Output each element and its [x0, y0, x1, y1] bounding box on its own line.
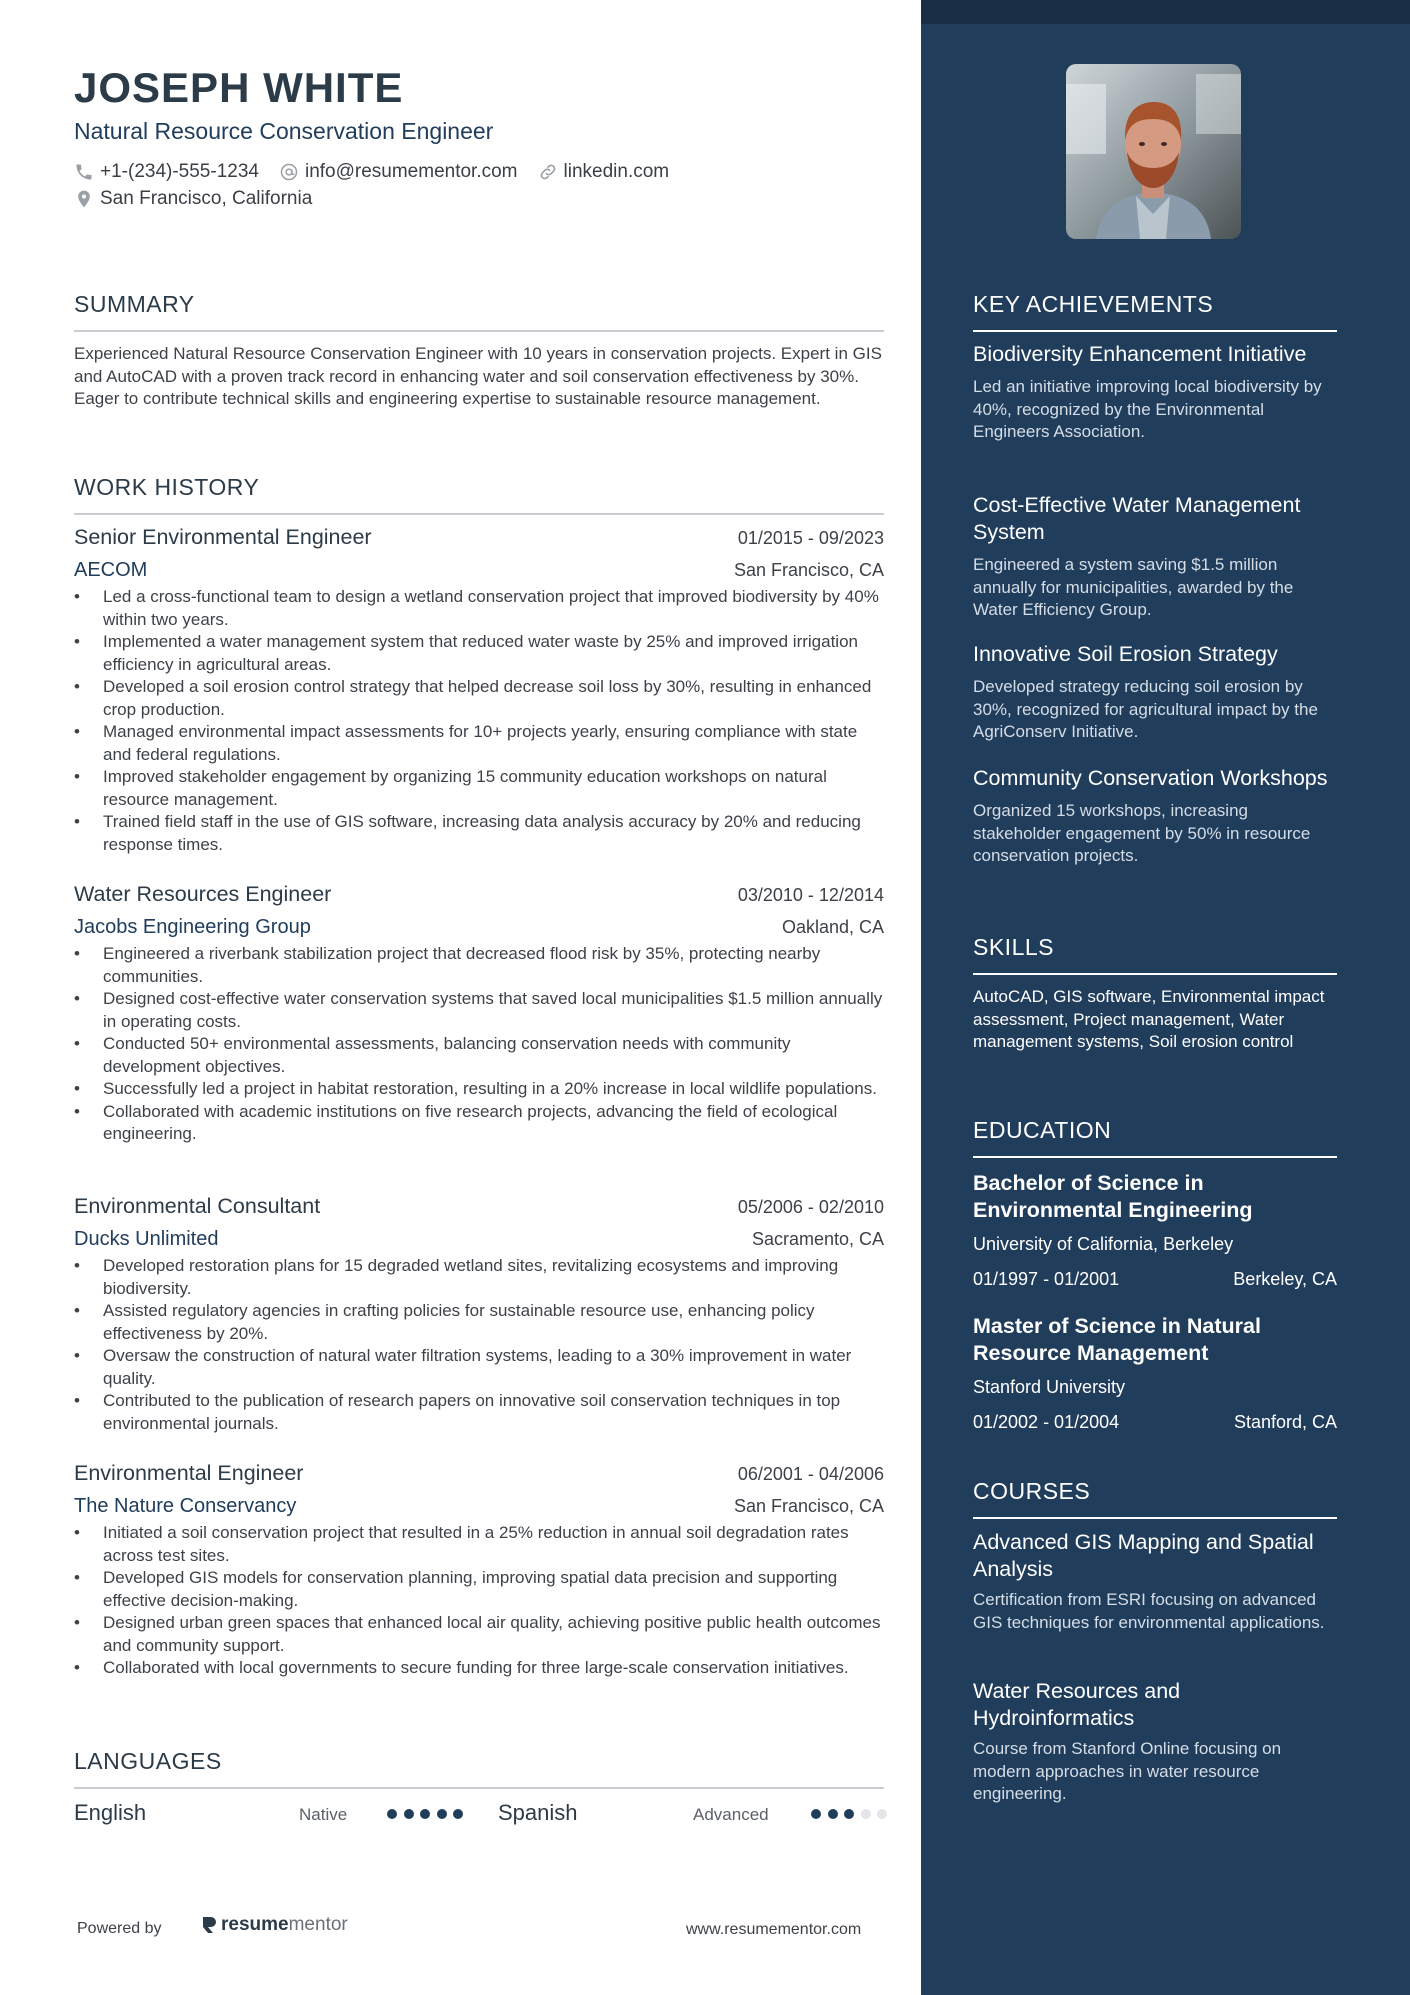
bullet-item: • Collaborated with local governments to secure funding for three large-scale conservation initiatives. [74, 1657, 884, 1680]
bullet-item: • Trained field staff in the use of GIS software, increasing data analysis accuracy by 20% and reducing response times. [74, 811, 884, 856]
language-level: Advanced [693, 1805, 769, 1824]
bullet-item: • Oversaw the construction of natural water filtration systems, leading to a 30% improvement in water quality. [74, 1345, 884, 1390]
bullet-item: • Conducted 50+ environmental assessments, balancing conservation needs with community development objectives. [74, 1033, 884, 1078]
education-location: Berkeley, CA [1233, 1269, 1337, 1289]
at-sign-icon [279, 162, 299, 182]
rating-dot-filled [404, 1809, 414, 1819]
job-company: The Nature Conservancy [74, 1495, 297, 1517]
language-item [74, 1800, 146, 1826]
course-desc: Certification from ESRI focusing on advanced GIS techniques for environmental applications. [973, 1590, 1325, 1632]
contact-location [74, 188, 312, 210]
course-desc: Course from Stanford Online focusing on modern approaches in water resource engineering. [973, 1739, 1282, 1803]
bullet-item: • Developed GIS models for conservation planning, improving spatial data precision and supporting effective decision-making. [74, 1567, 884, 1612]
skills-heading: SKILLS [973, 934, 1337, 975]
job-dates: 03/2010 - 12/2014 [737, 885, 884, 905]
phone-text: +1-(234)-555-1234 [100, 161, 259, 182]
logo-text-bold: resume [221, 1914, 289, 1935]
achievement-desc: Developed strategy reducing soil erosion by 30%, recognized for agricultural impact by the AgriConserv Initiative. [973, 677, 1318, 741]
education-dates: 01/2002 - 01/2004 [973, 1412, 1120, 1432]
rating-dot-empty [877, 1809, 887, 1819]
course-title: Advanced GIS Mapping and Spatial Analysis [973, 1530, 1314, 1581]
achievement-item [973, 641, 1337, 744]
job-role: Environmental Engineer [74, 1461, 304, 1485]
achievement-desc: Led an initiative improving local biodiversity by 40%, recognized by the Environmental Engineers Association. [973, 377, 1322, 441]
bullet-item: • Managed environmental impact assessments for 10+ projects yearly, ensuring compliance with state and federal regulations. [74, 721, 884, 766]
job-location: Oakland, CA [781, 917, 884, 937]
profile-photo [1066, 64, 1241, 239]
language-item [498, 1800, 578, 1826]
sidebar-top-bar [921, 0, 1410, 24]
resumementor-logo[interactable] [200, 1914, 348, 1936]
job-entry [74, 1461, 884, 1680]
bullet-item: • Contributed to the publication of research papers on innovative soil conservation techniques in top environmental journals. [74, 1390, 884, 1435]
rating-dot-filled [437, 1809, 447, 1819]
achievement-title: Biodiversity Enhancement Initiative [973, 342, 1307, 366]
summary-text: Experienced Natural Resource Conservation Engineer with 10 years in conservation projects. Expert in GIS and AutoCAD with a proven track record in enhancing water and soil conservation effectiveness by 30%. Eager to contribute technical skills and engineering expertise to sustainable resource management. [74, 344, 882, 408]
education-degree: Bachelor of Science in Environmental Engineering [973, 1171, 1253, 1222]
job-location: San Francisco, CA [733, 560, 884, 580]
rating-dot-empty [861, 1809, 871, 1819]
job-company: Jacobs Engineering Group [74, 916, 311, 938]
bullet-item: • Led a cross-functional team to design a wetland conservation project that improved biodiversity by 40% within two years. [74, 586, 884, 631]
job-dates: 06/2001 - 04/2006 [737, 1464, 884, 1484]
contact-email[interactable] [279, 161, 518, 183]
courses-heading: COURSES [973, 1478, 1337, 1519]
education-school: Stanford University [973, 1377, 1126, 1397]
job-role: Senior Environmental Engineer [74, 525, 372, 549]
rating-dot-filled [387, 1809, 397, 1819]
achievement-desc: Organized 15 workshops, increasing stakeholder engagement by 50% in resource conservation projects. [973, 801, 1311, 865]
education-item [973, 1313, 1337, 1433]
achievement-desc: Engineered a system saving $1.5 million annually for municipalities, awarded by the Water Efficiency Group. [973, 555, 1294, 619]
bullet-item: • Engineered a riverbank stabilization project that decreased flood risk by 35%, protecting nearby communities. [74, 943, 884, 988]
job-bullets [74, 1522, 884, 1680]
bullet-item: • Designed urban green spaces that enhanced local air quality, achieving positive public health outcomes and community support. [74, 1612, 884, 1657]
work-history-heading: WORK HISTORY [74, 474, 884, 515]
job-role: Water Resources Engineer [74, 882, 332, 906]
achievement-item [973, 492, 1337, 622]
bullet-item: • Designed cost-effective water conservation systems that saved local municipalities $1.5 million annually in operating costs. [74, 988, 884, 1033]
job-location: Sacramento, CA [751, 1229, 884, 1249]
summary-heading: SUMMARY [74, 291, 884, 332]
language-name: English [74, 1800, 147, 1825]
rating-dot-filled [420, 1809, 430, 1819]
languages-row [74, 1800, 884, 1830]
bullet-item: • Developed restoration plans for 15 degraded wetland sites, revitalizing ecosystems and improving biodiversity. [74, 1255, 884, 1300]
contact-phone[interactable] [74, 161, 259, 183]
candidate-name: JOSEPH WHITE [74, 64, 404, 111]
language-rating [387, 1809, 470, 1819]
job-entry [74, 525, 884, 856]
candidate-title: Natural Resource Conservation Engineer [74, 118, 494, 144]
language-name: Spanish [498, 1800, 578, 1825]
bullet-item: • Developed a soil erosion control strategy that helped decrease soil loss by 30%, resulting in enhanced crop production. [74, 676, 884, 721]
rating-dot-filled [811, 1809, 821, 1819]
link-icon [538, 162, 558, 182]
language-rating [811, 1809, 894, 1819]
bullet-item: • Implemented a water management system that reduced water waste by 25% and improved irrigation efficiency in agricultural areas. [74, 631, 884, 676]
course-item [973, 1529, 1337, 1634]
job-bullets [74, 1255, 884, 1435]
profile-photo-image [1066, 64, 1241, 239]
contact-row [74, 161, 689, 183]
job-bullets [74, 943, 884, 1146]
job-location: San Francisco, CA [733, 1496, 884, 1516]
bullet-item: • Improved stakeholder engagement by organizing 15 community education workshops on natural resource management. [74, 766, 884, 811]
location-text: San Francisco, California [100, 188, 313, 209]
skills-text: AutoCAD, GIS software, Environmental impact assessment, Project management, Water management systems, Soil erosion control [973, 987, 1325, 1051]
bullet-item: • Initiated a soil conservation project that resulted in a 25% reduction in annual soil degradation rates across test sites. [74, 1522, 884, 1567]
rating-dot-filled [844, 1809, 854, 1819]
job-company: Ducks Unlimited [74, 1228, 219, 1250]
job-dates: 01/2015 - 09/2023 [737, 528, 884, 548]
achievement-title: Innovative Soil Erosion Strategy [973, 642, 1278, 666]
contact-linkedin[interactable] [538, 161, 670, 183]
job-bullets [74, 586, 884, 856]
email-text: info@resumementor.com [304, 161, 518, 182]
languages-heading: LANGUAGES [74, 1748, 884, 1789]
achievement-item [973, 341, 1337, 444]
course-item [973, 1678, 1337, 1806]
phone-icon [74, 162, 94, 182]
rating-dot-filled [453, 1809, 463, 1819]
rating-dot-filled [828, 1809, 838, 1819]
education-dates: 01/1997 - 01/2001 [973, 1269, 1120, 1289]
education-location: Stanford, CA [1233, 1412, 1337, 1432]
location-row [74, 188, 332, 210]
bullet-item: • Assisted regulatory agencies in crafting policies for sustainable resource use, enhancing policy effectiveness by 20%. [74, 1300, 884, 1345]
job-dates: 05/2006 - 02/2010 [737, 1197, 884, 1217]
footer-url-link[interactable]: www.resumementor.com [686, 1921, 862, 1938]
job-entry [74, 882, 884, 1146]
achievements-heading: KEY ACHIEVEMENTS [973, 291, 1337, 332]
achievement-item [973, 765, 1337, 868]
powered-by-label: Powered by [77, 1920, 162, 1937]
job-role: Environmental Consultant [74, 1194, 321, 1218]
resumementor-logo-icon [200, 1915, 218, 1935]
map-pin-icon [74, 189, 94, 209]
achievement-title: Community Conservation Workshops [973, 766, 1328, 790]
logo-text-light: mentor [288, 1914, 348, 1935]
education-degree: Master of Science in Natural Resource Management [973, 1314, 1261, 1365]
education-item [973, 1170, 1337, 1290]
language-level: Native [299, 1805, 348, 1824]
bullet-item: • Successfully led a project in habitat restoration, resulting in a 20% increase in local wildlife populations. [74, 1078, 884, 1101]
course-title: Water Resources and Hydroinformatics [973, 1679, 1181, 1730]
job-company: AECOM [74, 559, 148, 581]
job-entry [74, 1194, 884, 1435]
education-school: University of California, Berkeley [973, 1234, 1234, 1254]
linkedin-text: linkedin.com [563, 161, 670, 182]
bullet-item: • Collaborated with academic institutions on five research projects, advancing the field of ecological engineering. [74, 1101, 884, 1146]
achievement-title: Cost-Effective Water Management System [973, 493, 1301, 544]
education-heading: EDUCATION [973, 1117, 1337, 1158]
sidebar [921, 0, 1410, 1995]
